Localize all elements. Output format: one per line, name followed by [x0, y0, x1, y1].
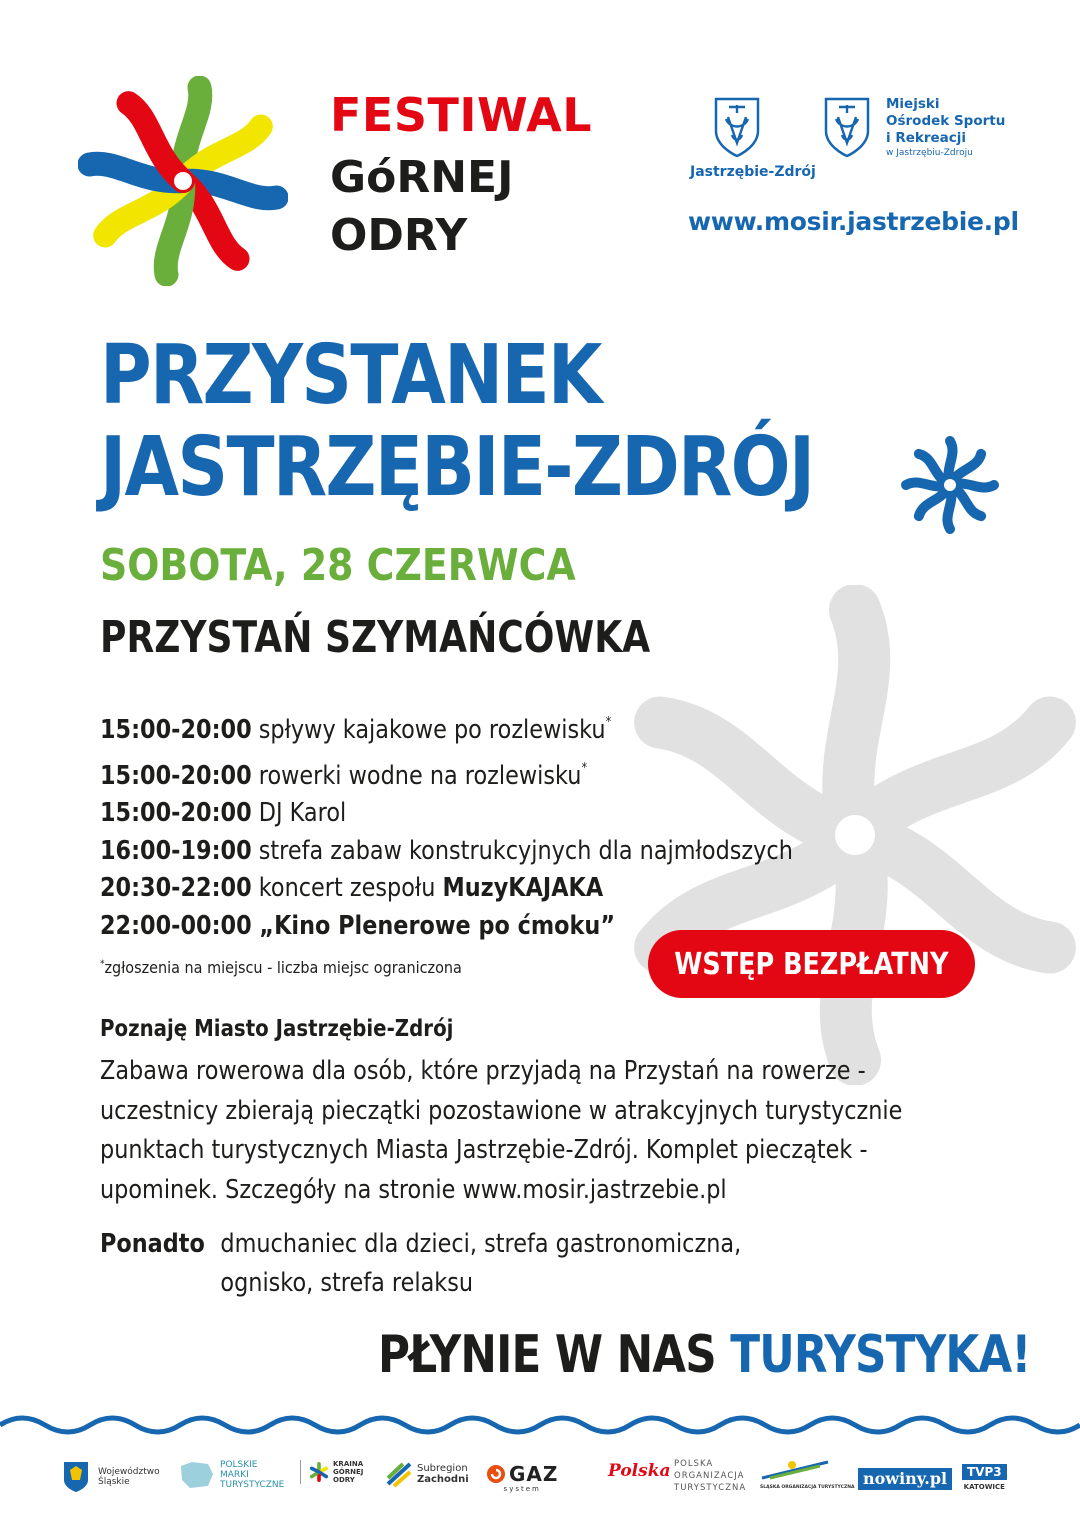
- mosir-name-line1: Miejski: [886, 96, 940, 112]
- also-text: [220, 1225, 741, 1303]
- schedule-text: „Kino Plenerowe po ćmoku”: [251, 910, 616, 941]
- mosir-crest-icon: [822, 95, 872, 159]
- event-date: SOBOTA, 28 CZERWCA: [100, 540, 576, 591]
- festival-logo: [78, 76, 288, 286]
- schedule-item: [100, 795, 793, 833]
- also-label: Ponadto: [100, 1229, 205, 1259]
- schedule-item: [100, 870, 793, 908]
- pmt-map-icon: [178, 1460, 216, 1490]
- sponsor-polska: [608, 1461, 671, 1481]
- mosir-name-line2: Ośrodek Sportu: [886, 113, 1006, 129]
- blue-flower-icon: [898, 433, 1002, 537]
- slaskie-line1: Województwo: [98, 1467, 160, 1477]
- festival-title-line1: FESTIWAL: [330, 88, 593, 142]
- description-line: punktach turystycznych Miasta Jastrzębie-Zdrój. Komplet pieczątek -: [100, 1135, 868, 1165]
- subregion-line2: Zachodni: [417, 1474, 469, 1485]
- schedule-time: 22:00-00:00: [100, 910, 252, 941]
- free-entry-badge: [648, 930, 975, 998]
- slogan-part1: PŁYNIE W NAS: [378, 1325, 731, 1385]
- sponsor-subregion: [385, 1460, 469, 1488]
- slogan: [378, 1325, 1030, 1385]
- schedule-time: 15:00-20:00: [100, 760, 252, 791]
- schedule-text: spływy kajakowe po rozlewisku: [251, 715, 606, 745]
- kgo-line1: KRAINA: [333, 1460, 364, 1468]
- pot-line2: ORGANIZACJA: [674, 1471, 745, 1481]
- bike-game-title: Poznaję Miasto Jastrzębie-Zdrój: [100, 1016, 454, 1042]
- schedule-time: 20:30-22:00: [100, 873, 252, 903]
- gaz-sub: system: [503, 1485, 541, 1493]
- sot-label: ŚLĄSKA ORGANIZACJA TURYSTYCZNA: [760, 1485, 855, 1490]
- event-title-line1: PRZYSTANEK: [100, 328, 601, 423]
- schedule-time: 16:00-19:00: [100, 835, 252, 866]
- festival-title-line3: ODRY: [330, 210, 468, 261]
- schedule-item: [100, 750, 793, 796]
- pot-line1: POLSKA: [674, 1459, 714, 1469]
- pmt-line1: POLSKIE: [220, 1460, 258, 1470]
- footnote-mark: *: [581, 760, 588, 776]
- mosir-name: [886, 96, 1005, 159]
- mosir-url-link[interactable]: www.mosir.jastrzebie.pl: [688, 207, 1019, 236]
- schedule-list: [100, 704, 793, 945]
- event-title: [100, 330, 813, 514]
- tvp-sub: KATOWICE: [963, 1483, 1005, 1491]
- kgo-flower-icon: [309, 1461, 329, 1483]
- sponsor-pmt: [178, 1460, 284, 1490]
- city-crest-label: Jastrzębie-Zdrój: [690, 164, 816, 180]
- footnote-mark: *: [605, 715, 612, 730]
- schedule-item: [100, 704, 793, 750]
- also-line: ognisko, strefa relaksu: [220, 1268, 474, 1298]
- sponsor-pot: [674, 1458, 746, 1494]
- nowiny-label: nowiny.pl: [858, 1468, 952, 1490]
- schedule-time: 15:00-20:00: [100, 715, 252, 745]
- schedule-band: MuzyKAJAKA: [442, 873, 604, 903]
- schedule-text: strefa zabaw konstrukcyjnych dla najmłodszych: [251, 835, 793, 866]
- pmt-line3: TURYSTYCZNE: [220, 1480, 285, 1490]
- subregion-icon: [385, 1460, 413, 1488]
- event-venue: PRZYSTAŃ SZYMAŃCÓWKA: [100, 612, 651, 663]
- slaskie-line2: Śląskie: [98, 1477, 130, 1487]
- slaskie-crest-icon: [62, 1460, 90, 1494]
- kgo-line2: GÓRNEJ: [333, 1468, 364, 1476]
- city-crest-icon: [712, 95, 762, 159]
- footnote: [100, 958, 462, 977]
- description-line: upominek. Szczegóły na stronie www.mosir.jastrzebie.pl: [100, 1174, 727, 1205]
- description-line: Zabawa rowerowa dla osób, które przyjadą na Przystań na rowerze -: [100, 1056, 866, 1086]
- schedule-text: rowerki wodne na rozlewisku: [251, 760, 582, 791]
- mosir-name-line4: w Jastrzębiu-Zdroju: [886, 148, 973, 158]
- tvp-label: TVP3: [962, 1464, 1007, 1480]
- schedule-text: DJ Karol: [251, 798, 347, 828]
- kgo-line3: ODRY: [333, 1476, 355, 1484]
- pot-line3: TURYSTYCZNA: [674, 1483, 747, 1493]
- free-entry-label: WSTĘP BEZPŁATNY: [674, 946, 949, 982]
- subregion-line1: Subregion: [417, 1463, 468, 1474]
- schedule-time: 15:00-20:00: [100, 798, 252, 828]
- gaz-label: GAZ: [509, 1462, 559, 1486]
- polska-label: Polska: [608, 1461, 671, 1481]
- festival-title-line2: GóRNEJ: [330, 152, 514, 203]
- sponsor-slaskie: [62, 1460, 160, 1494]
- schedule-item: [100, 833, 793, 871]
- sponsor-sot: [760, 1460, 855, 1493]
- bike-game-description: [100, 1052, 1003, 1210]
- slogan-part2: TURYSTYKA!: [730, 1325, 1031, 1385]
- bike-game-section: [100, 1013, 943, 1210]
- mosir-name-line3: i Rekreacji: [886, 130, 967, 146]
- wave-divider: [0, 1405, 1080, 1445]
- sot-icon: [760, 1460, 830, 1480]
- sponsor-tvp3: [962, 1464, 1007, 1492]
- gaz-system-icon: [486, 1464, 506, 1484]
- sponsor-kgo: [300, 1460, 363, 1484]
- sponsor-gaz-system: [486, 1464, 558, 1494]
- footnote-mark: *: [100, 958, 105, 970]
- footnote-text: zgłoszenia na miejscu - liczba miejsc ograniczona: [104, 958, 462, 977]
- description-line: uczestnicy zbierają pieczątki pozostawione w atrakcyjnych turystycznie: [100, 1095, 903, 1126]
- event-title-line2: JASTRZĘBIE-ZDRÓJ: [100, 420, 814, 515]
- schedule-text: koncert zespołu: [251, 873, 443, 903]
- pmt-line2: MARKI: [220, 1470, 249, 1480]
- also-line: dmuchaniec dla dzieci, strefa gastronomiczna,: [220, 1229, 742, 1259]
